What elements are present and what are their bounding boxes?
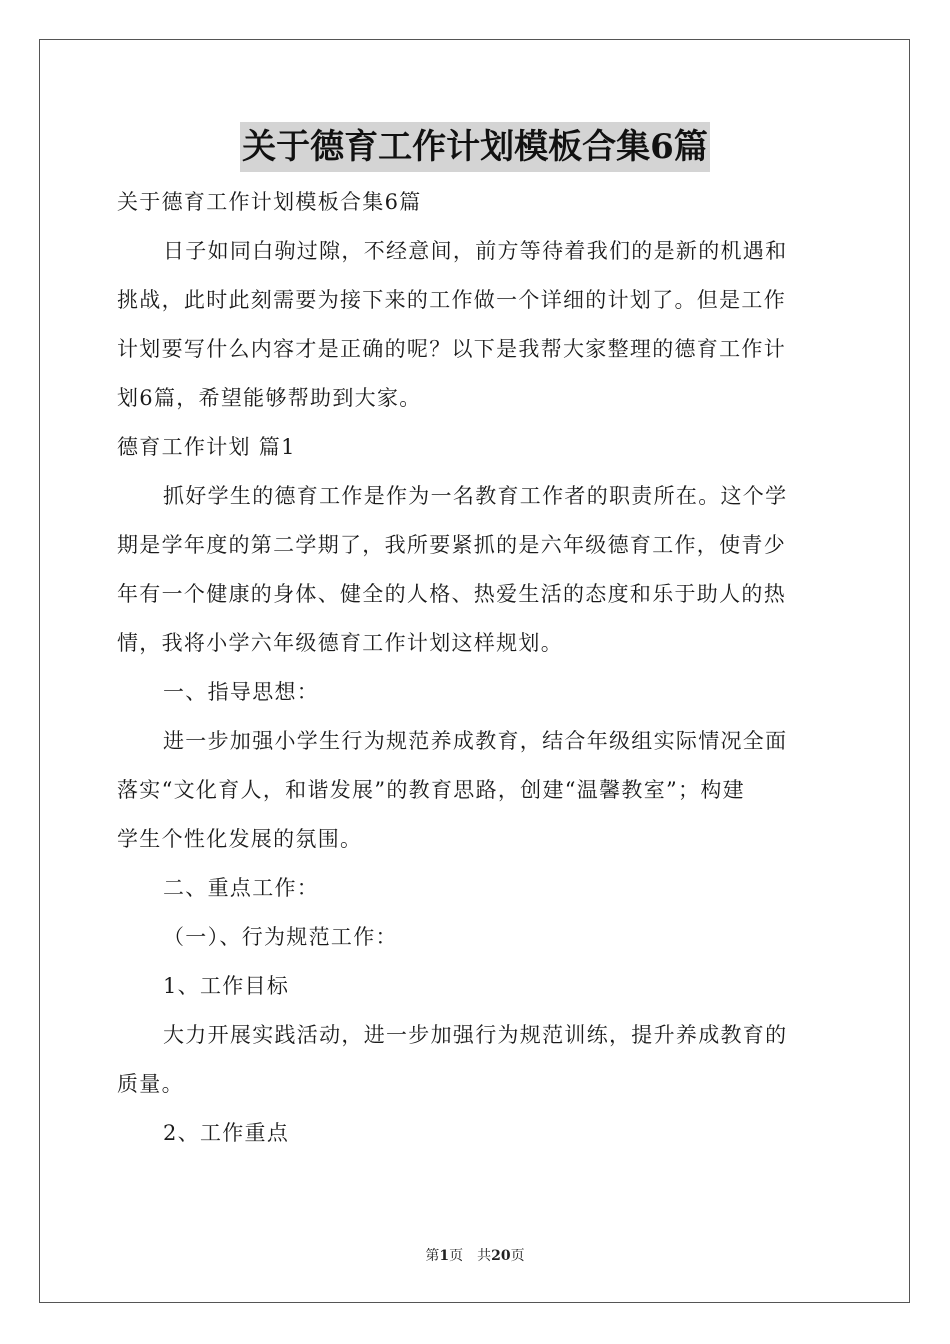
- text-line: 进一步加强小学生行为规范养成教育，结合年级组实际情况全面: [163, 729, 788, 753]
- footer-page-middle: 页 共: [449, 1248, 492, 1264]
- text-line: 一、指导思想：: [163, 680, 320, 704]
- text-line: 情，我将小学六年级德育工作计划这样规划。: [117, 631, 563, 655]
- text-line: 挑战，此时此刻需要为接下来的工作做一个详细的计划了。但是工作: [117, 288, 786, 312]
- text-line: 2、工作重点: [163, 1121, 290, 1145]
- document-title: 关于德育工作计划模板合集6篇: [240, 122, 710, 172]
- page-footer: [0, 1245, 950, 1265]
- text-line: 二、重点工作：: [163, 876, 320, 900]
- text-line: 落实“文化育人，和谐发展”的教育思路，创建“温馨教室”；构建: [117, 778, 745, 802]
- footer-page-total: 20: [491, 1248, 511, 1264]
- title-area: [0, 122, 950, 172]
- text-line: 日子如同白驹过隙，不经意间，前方等待着我们的是新的机遇和: [163, 239, 788, 263]
- footer-page-prefix: 第: [425, 1248, 440, 1264]
- text-line: 1、工作目标: [163, 974, 290, 998]
- document-body: [117, 178, 835, 1158]
- text-line: 德育工作计划 篇1: [117, 435, 296, 459]
- text-line: 关于德育工作计划模板合集6篇: [117, 190, 422, 214]
- text-line: 质量。: [117, 1072, 184, 1096]
- footer-page-current: 1: [439, 1248, 450, 1264]
- text-line: （一）、行为规范工作：: [163, 925, 398, 949]
- text-line: 学生个性化发展的氛围。: [117, 827, 363, 851]
- text-line: 期是学年度的第二学期了，我所要紧抓的是六年级德育工作，使青少: [117, 533, 786, 557]
- footer-page-suffix: 页: [510, 1248, 525, 1264]
- text-line: 计划要写什么内容才是正确的呢？以下是我帮大家整理的德育工作计: [117, 337, 786, 361]
- text-line: 大力开展实践活动，进一步加强行为规范训练，提升养成教育的: [163, 1023, 788, 1047]
- text-line: 抓好学生的德育工作是作为一名教育工作者的职责所在。这个学: [163, 484, 788, 508]
- text-line: 划6篇，希望能够帮助到大家。: [117, 386, 422, 410]
- text-line: 年有一个健康的身体、健全的人格、热爱生活的态度和乐于助人的热: [117, 582, 786, 606]
